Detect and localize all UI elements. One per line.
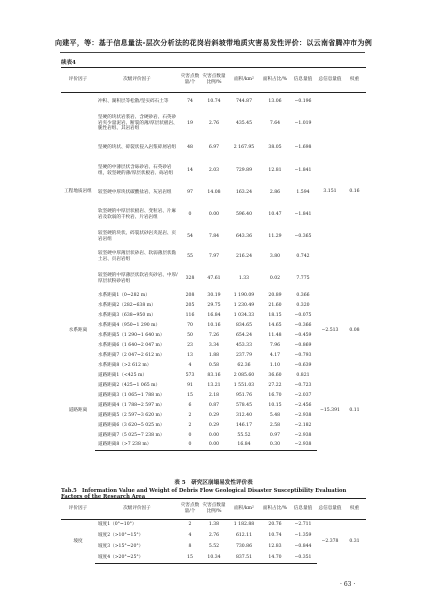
value-cell: 23 [187,342,193,348]
column-header: 总信息量值 [317,499,343,520]
value-cell: 2 [188,522,192,528]
value-cell: 2.86 [269,189,281,195]
value-cell: −1.698 [294,144,312,150]
total-info-cell: −15.391 [320,407,340,413]
value-cell: 951.76 [235,392,253,398]
value-cell: 10.15 [268,402,282,408]
value-cell: 29.75 [207,302,221,308]
value-cell: 19 [187,120,193,126]
table5-body [61,520,366,564]
value-cell: 10.34 [201,553,227,564]
subfactor-cell: 坡度2（>10°~15°） [98,533,144,539]
value-cell: 0.29 [208,412,220,418]
value-cell: −0.365 [294,233,312,239]
value-cell: 13.06 [268,98,282,104]
value-cell: −1.019 [294,120,312,126]
weight-cell: 0.08 [349,327,360,333]
value-cell: 16.84 [227,441,261,451]
value-cell: −1.841 [294,211,312,217]
value-cell: −0.793 [294,352,312,358]
value-cell: 70 [187,322,193,328]
value-cell: 4 [188,362,192,368]
value-cell: 1.38 [208,522,220,528]
value-cell: 5.48 [269,412,281,418]
value-cell: 14.65 [268,322,282,328]
value-cell: 116 [185,312,195,318]
value-cell: −2.037 [294,392,312,398]
value-cell: 6.97 [208,144,220,150]
subfactor-cell: 坡度4（>20°~25°） [95,553,179,564]
value-cell: 10.74 [207,98,221,104]
value-cell: −0.196 [294,98,312,104]
value-cell: −0.844 [294,544,312,550]
value-cell: 1 190.09 [233,292,255,298]
value-cell: 7.775 [296,275,310,281]
value-cell: 205 [185,302,195,308]
value-cell: −0.459 [294,332,312,338]
table5-caption-en: Tab.5 Information Value and Weight of Debris Flow Geological Disaster Susceptibility Evaluation Factors of the Research Area [61,488,347,500]
value-cell: 0.320 [296,302,310,308]
value-cell: 237.79 [235,352,253,358]
value-cell: −1.841 [294,167,312,173]
value-cell: 2 [188,422,192,428]
value-cell: −2.938 [294,432,312,438]
subfactor-cell: 道路距离7（5 025~7 238 m） [98,432,165,438]
value-cell: 4.17 [269,352,281,358]
value-cell: 0.742 [296,253,310,259]
page-number: · 63 · [340,581,356,588]
subfactor-cell: 较坚硬的块状、碎裂状砂岩夹泥岩、页岩岩组 [98,230,177,242]
value-cell: 453.33 [235,342,253,348]
value-cell: 0.00 [208,432,220,438]
value-cell: 62.36 [237,362,251,368]
value-cell: 1 182.88 [233,522,255,528]
value-cell: 10.16 [207,322,221,328]
table-row [61,291,366,301]
value-cell: 4 [188,533,192,539]
value-cell: 1.594 [296,189,310,195]
subfactor-cell: 较坚硬中厚薄层状砂岩、软弱薄层状黏土岩、页岩岩组 [98,250,177,262]
value-cell: 0.97 [269,432,281,438]
value-cell: 578.45 [235,402,253,408]
value-cell: 1.88 [208,352,220,358]
subfactor-cell: 道路距离2（425~1 065 m） [98,382,161,388]
table4-body [61,93,366,451]
value-cell: 0.00 [208,211,220,217]
column-header: 总信息量值 [317,68,343,93]
value-cell: 50 [187,332,193,338]
value-cell: 83.16 [207,372,221,378]
value-cell: 18.15 [268,312,282,318]
subfactor-cell: 坡度1（0°~10°） [98,522,137,528]
value-cell: 2 167.95 [233,144,255,150]
value-cell: 7.97 [208,253,220,259]
value-cell: 6 [188,402,192,408]
value-cell: 15 [179,553,201,564]
subfactor-cell: 坚硬的块状岩浆岩、含硬砂岩、石英砂岩夹少量泥岩、断裂的薄/厚层状板岩、脆性岩组、其岩岩组 [98,114,178,132]
subfactor-cell: 道路距离5（2 597~3 620 m） [98,412,165,418]
subfactor-cell: 水系距离3（638~950 m） [98,312,156,318]
value-cell: −2.182 [294,422,312,428]
value-cell: −0.723 [294,382,312,388]
column-header: 信息量值 [289,499,317,520]
value-cell: 216.24 [235,253,253,259]
table-row [61,93,366,111]
value-cell: 834.65 [235,322,253,328]
column-header: 评价因子 [61,68,95,93]
value-cell: 654.24 [235,332,253,338]
table4-header-row [61,68,366,93]
subfactor-cell: 冲积、湖积层等松散/坚实碎石土等 [98,98,169,104]
value-cell: 21.60 [268,302,282,308]
value-cell: 14.08 [207,189,221,195]
value-cell: 15 [187,392,193,398]
value-cell: 312.40 [235,412,253,418]
value-cell: 0 [179,441,201,451]
value-cell: 20.76 [268,522,282,528]
value-cell: 729.89 [235,167,253,173]
subfactor-cell: 水系距离8（>2 612 m） [98,362,152,368]
value-cell: 1.10 [269,362,281,368]
value-cell: −0.366 [294,322,312,328]
weight-cell: 0.16 [349,188,360,194]
value-cell: 435.45 [235,120,253,126]
total-info-cell: −2.378 [321,538,339,544]
value-cell: −2.938 [289,441,317,451]
value-cell: −2.711 [294,522,312,528]
factor-cell: 坡度 [73,538,83,544]
value-cell: −0.075 [294,312,312,318]
value-cell: 0.29 [208,422,220,428]
table-row [61,371,366,381]
value-cell: 20.89 [268,292,282,298]
subfactor-cell: 道路距离4（1 788~2 597 m） [98,402,165,408]
value-cell: 0.366 [296,292,310,298]
value-cell: 10.47 [268,211,282,217]
value-cell: 7.26 [208,332,220,338]
subfactor-cell: 道路距离8（>7 238 m） [95,441,179,451]
subfactor-cell: 坡度3（>15°~20°） [98,544,144,550]
value-cell: −0.639 [294,362,312,368]
value-cell: 2.76 [208,120,220,126]
value-cell: 7.64 [269,120,281,126]
value-cell: 612.11 [235,533,253,539]
value-cell: 730.86 [235,544,253,550]
column-header: 次级评价因子 [95,68,179,93]
value-cell: 2.76 [208,533,220,539]
value-cell: 208 [185,292,195,298]
column-header: 面积/km² [227,68,261,93]
value-cell: −1.359 [294,533,312,539]
column-header: 权重 [343,68,366,93]
weight-cell: 0.31 [349,538,360,544]
running-header: 向建平，等：基于信息量法-层次分析法的花岗岩斜坡带地质灾害易发性评价：以云南省腾冲市为例 [54,38,373,47]
value-cell: 36.60 [268,372,282,378]
table4 [61,67,366,451]
subfactor-cell: 较坚硬的中厚薄层状软岩夹砂岩、中厚/厚层状粉砂岩组 [98,272,178,284]
column-header: 灾害点数量/个 [179,68,201,93]
column-header: 面积占比/% [261,68,289,93]
value-cell: 0.00 [201,441,227,451]
header-rule [60,52,365,53]
table5-header-row [61,499,366,520]
value-cell: −2.938 [294,412,312,418]
value-cell: 13 [187,352,193,358]
subfactor-cell: 水系距离2（282~638 m） [98,302,156,308]
total-info-cell: 3.151 [323,188,337,194]
table5 [61,498,366,564]
value-cell: 91 [187,382,193,388]
value-cell: 744.87 [235,98,253,104]
value-cell: 0 [188,432,192,438]
subfactor-cell: 水系距离4（950~1 290 m） [98,322,161,328]
subfactor-cell: 道路距离6（3 620~5 025 m） [98,422,165,428]
column-header: 灾害点数量比例/% [201,499,227,520]
value-cell: 2.18 [208,392,220,398]
column-header: 面积占比/% [261,499,289,520]
value-cell: 3.80 [269,253,281,259]
value-cell: 7.96 [269,342,281,348]
value-cell: 837.51 [227,553,261,564]
value-cell: 573 [185,372,195,378]
value-cell: 328 [185,275,195,281]
value-cell: 0.58 [208,362,220,368]
value-cell: 11.48 [268,332,282,338]
subfactor-cell: 水系距离1（0~282 m） [98,292,150,298]
column-header: 灾害点数量比例/% [201,68,227,93]
value-cell: 11.29 [268,233,282,239]
value-cell: 2.03 [208,167,220,173]
value-cell: 0.02 [269,275,281,281]
value-cell: 48 [187,144,193,150]
value-cell: 12.83 [268,544,282,550]
column-header: 面积/km² [227,499,261,520]
value-cell: 10.74 [268,533,282,539]
value-cell: 0.821 [296,372,310,378]
subfactor-cell: 较坚硬中厚块状碳酸盐岩、灰岩岩组 [98,189,172,195]
weight-cell: 0.11 [349,407,360,413]
value-cell: 16.70 [268,392,282,398]
subfactor-cell: 软坚硬的中厚层状板岩、变粒岩、片麻岩及软弱的千枚岩、片岩岩组 [98,208,177,220]
value-cell: 163.24 [235,189,253,195]
value-cell: 0.30 [261,441,289,451]
subfactor-cell: 坚硬的块状、碎裂状侵入岩浆碎屑岩组 [98,144,177,150]
table5-caption-cn: 表 5 研究区崩塌易发性评价表 [174,480,253,486]
value-cell: 146.17 [235,422,253,428]
value-cell: 27.22 [268,382,282,388]
value-cell: 2 085.60 [233,372,255,378]
subfactor-cell: 水系距离7（2 047~2 612 m） [98,352,165,358]
factor-cell: 道路距离 [68,407,88,413]
value-cell: 2.58 [269,422,281,428]
value-cell: 12.81 [268,167,282,173]
column-header: 信息量值 [289,68,317,93]
value-cell: 54 [187,233,193,239]
value-cell: 3.34 [208,342,220,348]
value-cell: −0.351 [289,553,317,564]
value-cell: 55.52 [237,432,251,438]
value-cell: 1.33 [238,275,250,281]
value-cell: 38.05 [268,144,282,150]
value-cell: 643.36 [235,233,253,239]
subfactor-cell: 水系距离5（1 290~1 640 m） [98,332,165,338]
column-header: 权重 [343,499,366,520]
factor-cell: 水系距离 [68,327,88,333]
factor-cell: 工程地质岩组 [64,188,92,194]
value-cell: 1 551.03 [233,382,255,388]
value-cell: 14.70 [261,553,289,564]
value-cell: 14 [187,167,193,173]
value-cell: 1 034.33 [233,312,255,318]
table4-continued-label: 续表4 [61,60,76,66]
value-cell: 0 [188,211,192,217]
value-cell: 47.61 [207,275,221,281]
subfactor-cell: 水系距离6（1 640~2 047 m） [98,342,165,348]
value-cell: 2 [188,412,192,418]
value-cell: −0.869 [294,342,312,348]
value-cell: 97 [187,189,193,195]
value-cell: 13.21 [207,382,221,388]
value-cell: 5.52 [208,544,220,550]
value-cell: 1 230.49 [233,302,255,308]
subfactor-cell: 道路距离3（1 065~1 788 m） [98,392,165,398]
total-info-cell: −2.513 [321,327,339,333]
value-cell: −2.456 [294,402,312,408]
column-header: 次级评价因子 [95,499,179,520]
column-header: 灾害点数量/个 [179,499,201,520]
value-cell: 596.40 [235,211,253,217]
value-cell: 74 [187,98,193,104]
value-cell: 8 [188,544,192,550]
subfactor-cell: 道路距离1（<425 m） [98,372,147,378]
value-cell: 30.19 [207,292,221,298]
value-cell: 7.84 [208,233,220,239]
value-cell: 16.84 [207,312,221,318]
subfactor-cell: 坚硬的中薄层状含砾砂岩、石英砂岩组，较坚硬的薄/厚层状板岩、砾岩组 [98,164,174,176]
table-row [61,520,366,531]
value-cell: 0.87 [208,402,220,408]
column-header: 评价因子 [61,499,95,520]
value-cell: 55 [187,253,193,259]
